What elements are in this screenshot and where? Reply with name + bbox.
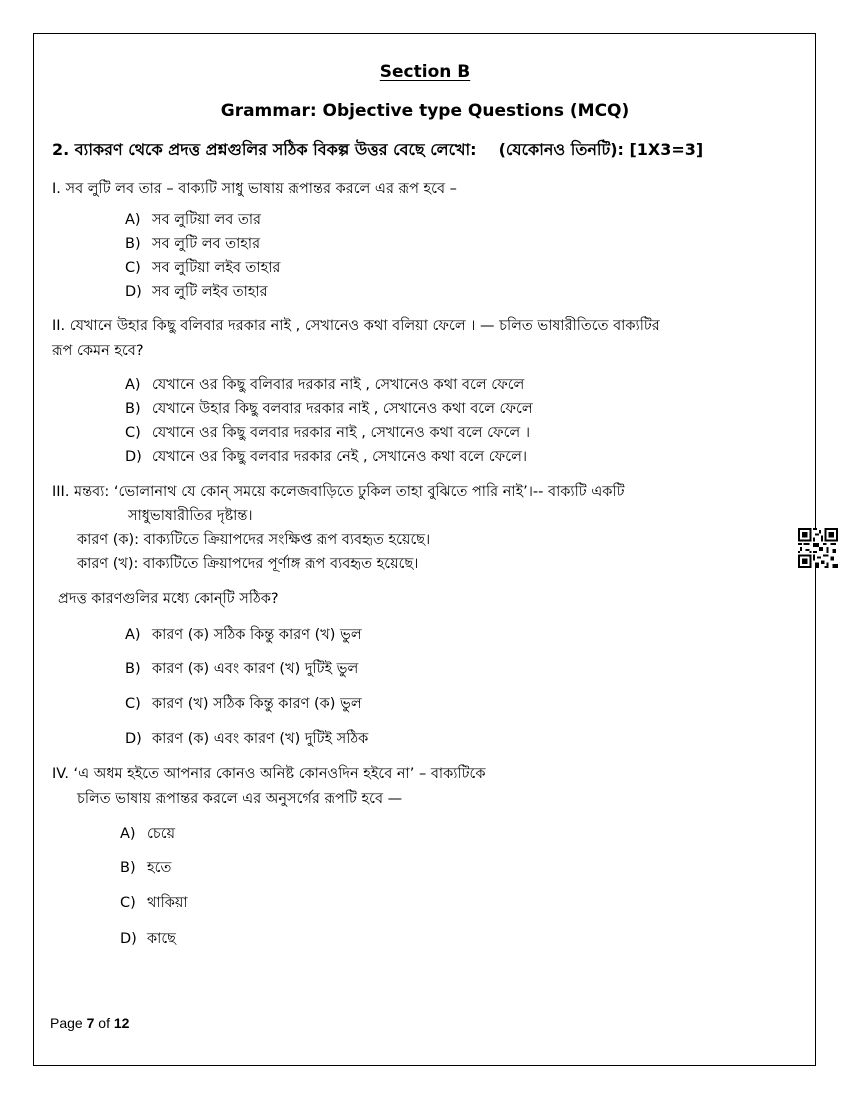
- option-label: B): [120, 860, 136, 876]
- q3-option-a: [125, 624, 362, 648]
- q4-option-d: [120, 928, 176, 952]
- option-label: D): [125, 449, 142, 465]
- option-label: A): [125, 212, 141, 228]
- q3-stem-line1: III. মন্তব্য: ‘ভোলানাথ যে কোন্ সময়ে কলেজবাড়িতে ঢুকিল তাহা বুঝিতে পারি নাই’।-- বাক্যটি একটি: [52, 484, 625, 500]
- q1-stem: I. সব লুটি লব তার – বাক্যটি সাধু ভাষায় রূপান্তর করলে এর রূপ হবে –: [52, 181, 457, 197]
- q2-option-a: [125, 374, 524, 398]
- option-label: A): [125, 627, 141, 643]
- q3-option-d: [125, 728, 368, 752]
- option-text: যেখানে ওর কিছু বলিবার দরকার নাই , সেখানেও কথা বলে ফেলে: [152, 377, 525, 393]
- option-label: D): [120, 931, 137, 947]
- q2-option-b: [125, 398, 533, 422]
- option-text: যেখানে ওর কিছু বলবার দরকার নেই , সেখানেও কথা বলে ফেলে।: [152, 449, 528, 465]
- q4-option-c: [120, 892, 188, 916]
- option-label: C): [125, 425, 141, 441]
- option-label: C): [125, 696, 141, 712]
- q2-stem-line2: রূপ কেমন হবে?: [52, 343, 144, 359]
- page-footer: [50, 1015, 129, 1031]
- q3-option-c: [125, 693, 362, 717]
- q3-prompt: প্রদত্ত কারণগুলির মধ্যে কোন্‌টি সঠিক?: [58, 591, 279, 607]
- option-text: সব লুটি লব তাহার: [152, 236, 261, 252]
- option-label: B): [125, 236, 141, 252]
- option-text: যেখানে উহার কিছু বলবার দরকার নাই , সেখানেও কথা বলে ফেলে: [152, 401, 533, 417]
- q1-option-c: [125, 257, 280, 281]
- q2-option-c: [125, 422, 530, 446]
- option-label: C): [120, 895, 136, 911]
- footer-page-number: 7: [86, 1015, 95, 1031]
- option-text: কাছে: [147, 931, 176, 947]
- option-text: থাকিয়া: [147, 895, 188, 911]
- option-text: কারণ (ক) এবং কারণ (খ) দুটিই ভুল: [152, 661, 359, 677]
- main-question-text: 2. ব্যাকরণ থেকে প্রদত্ত প্রশ্নগুলির সঠিক বিকল্প উত্তর বেছে লেখো:: [52, 140, 477, 159]
- option-text: সব লুটি লইব তাহার: [152, 284, 268, 300]
- option-label: B): [125, 401, 141, 417]
- q2-option-d: [125, 446, 527, 470]
- option-text: কারণ (খ) সঠিক কিন্তু কারণ (ক) ভুল: [152, 696, 362, 712]
- option-label: A): [120, 826, 136, 842]
- q3-option-b: [125, 658, 358, 682]
- option-label: B): [125, 661, 141, 677]
- q2-stem-line1: II. যেখানে উহার কিছু বলিবার দরকার নাই , সেখানেও কথা বলিয়া ফেলে । — চলিত ভাষারীতিতে বাক্যটির: [52, 318, 660, 334]
- option-text: সব লুটিয়া লইব তাহার: [152, 260, 281, 276]
- footer-of-word: of: [98, 1015, 110, 1031]
- q3-stem-line2: সাধুভাষারীতির দৃষ্টান্ত।: [128, 508, 253, 524]
- option-label: C): [125, 260, 141, 276]
- q1-option-a: [125, 209, 261, 233]
- q1-option-d: [125, 281, 268, 305]
- section-subtitle: Grammar: Objective type Questions (MCQ): [220, 101, 630, 121]
- q4-option-a: [120, 823, 175, 847]
- q4-stem-line1: IV. ‘এ অধম হইতে আপনার কোনও অনিষ্ট কোনওদিন হইবে না’ – বাক্যটিকে: [52, 766, 486, 782]
- q4-option-b: [120, 857, 171, 881]
- option-text: সব লুটিয়া লব তার: [152, 212, 262, 228]
- option-label: A): [125, 377, 141, 393]
- option-text: কারণ (ক) সঠিক কিন্তু কারণ (খ) ভুল: [152, 627, 362, 643]
- option-text: হতে: [147, 860, 172, 876]
- q3-reason-b: কারণ (খ): বাক্যটিতে ক্রিয়াপদের পূর্ণাঙ্গ রূপ ব্যবহৃত হয়েছে।: [77, 556, 419, 572]
- section-title: Section B: [379, 62, 471, 82]
- main-question: [52, 137, 703, 164]
- option-text: যেখানে ওর কিছু বলবার দরকার নাই , সেখানেও কথা বলে ফেলে ।: [152, 425, 531, 441]
- footer-page-total: 12: [113, 1015, 130, 1031]
- q4-stem-line2: চলিত ভাষায় রূপান্তর করলে এর অনুসর্গের রূপটি হবে —: [77, 791, 403, 807]
- footer-page-word: Page: [50, 1015, 83, 1031]
- q3-reason-a: কারণ (ক): বাক্যটিতে ক্রিয়াপদের সংক্ষিপ্ত রূপ ব্যবহৃত হয়েছে।: [77, 532, 431, 548]
- option-text: কারণ (ক) এবং কারণ (খ) দুটিই সঠিক: [152, 731, 369, 747]
- option-label: D): [125, 284, 142, 300]
- qr-code-icon: [798, 528, 838, 568]
- main-question-marks: (যেকোনও তিনটি): [1X3=3]: [498, 140, 704, 159]
- q1-option-b: [125, 233, 260, 257]
- option-text: চেয়ে: [147, 826, 176, 842]
- option-label: D): [125, 731, 142, 747]
